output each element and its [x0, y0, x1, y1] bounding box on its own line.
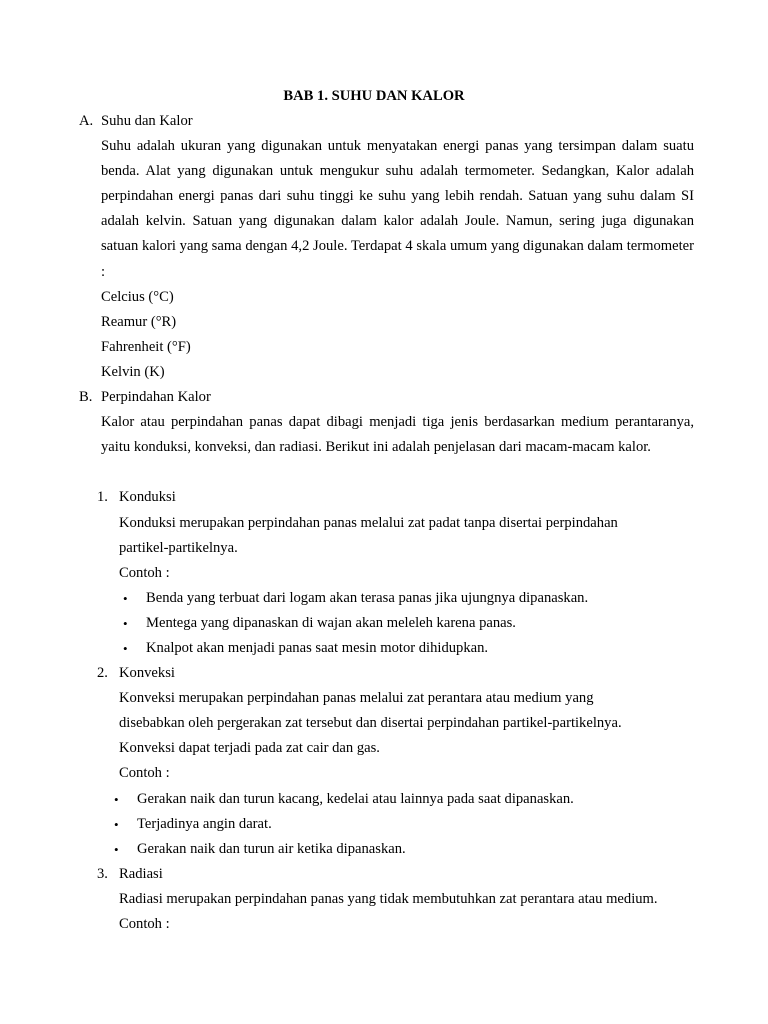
bullet-icon: • [114, 816, 119, 832]
scale-item [0, 310, 768, 335]
item-text: Konveksi merupakan perpindahan panas melalui zat perantara atau medium yang [119, 690, 594, 707]
item-text-line [0, 686, 768, 711]
section-a-marker: A. [79, 113, 94, 129]
bullet-text: Benda yang terbuat dari logam akan terasa panas jika ujungnya dipanaskan. [146, 589, 589, 606]
list-item-number: 1. [97, 489, 108, 506]
list-item-title: Konveksi [119, 665, 175, 682]
item-text-line [0, 887, 768, 912]
item-text: disebabkan oleh pergerakan zat tersebut dan disertai perpindahan partikel-partikelnya. [119, 715, 622, 732]
bullet-item [0, 812, 768, 837]
bullet-text: Gerakan naik dan turun air ketika dipanaskan. [137, 840, 406, 857]
item-text: Konveksi dapat terjadi pada zat cair dan gas. [119, 740, 380, 757]
list-item-heading [0, 862, 768, 887]
list-item-title: Konduksi [119, 489, 176, 506]
scale-item [0, 335, 768, 360]
section-a-heading [0, 109, 768, 134]
bullet-item [0, 636, 768, 661]
item-text-line [0, 711, 768, 736]
example-label-row [0, 761, 768, 786]
bullet-icon: • [114, 791, 119, 807]
scale-label: Kelvin (K) [101, 363, 165, 380]
list-item-number: 2. [97, 665, 108, 682]
list-item-title: Radiasi [119, 865, 163, 882]
document-body [0, 109, 768, 937]
example-label-row [0, 561, 768, 586]
bullet-icon: • [114, 841, 119, 857]
section-a-paragraph: Suhu adalah ukuran yang digunakan untuk menyatakan energi panas yang tersimpan dalam suatu benda. Alat yang digunakan untuk mengukur suhu adalah termometer. Sedangkan, Kalor adalah perpindahan energi panas dari suhu tinggi ke suhu yang lebih rendah. Satuan yang suhu dalam SI adalah kelvin. Satuan yang digunakan dalam kalor adalah Joule. Namun, sering juga digunakan satuan kalori yang sama dengan 4,2 Joule. Terdapat 4 skala umum yang digunakan dalam termometer : [101, 138, 694, 280]
bullet-text: Gerakan naik dan turun kacang, kedelai atau lainnya pada saat dipanaskan. [137, 790, 574, 807]
item-text-line [0, 536, 768, 561]
bullet-icon: • [123, 590, 128, 606]
bullet-icon: • [123, 615, 128, 631]
bullet-text: Terjadinya angin darat. [137, 815, 272, 832]
scale-item [0, 360, 768, 385]
scale-label: Celcius (°C) [101, 288, 174, 305]
item-text-line [0, 511, 768, 536]
example-label: Contoh : [119, 916, 170, 933]
bullet-item [0, 837, 768, 862]
bullet-text: Knalpot akan menjadi panas saat mesin motor dihidupkan. [146, 640, 489, 657]
list-item-number: 3. [97, 865, 108, 882]
section-b-paragraph: Kalor atau perpindahan panas dapat dibagi menjadi tiga jenis berdasarkan medium perantaranya, yaitu konduksi, konveksi, dan radiasi. Berikut ini adalah penjelasan dari macam-macam kalor. [101, 414, 694, 456]
scale-label: Fahrenheit (°F) [101, 338, 191, 355]
section-b-marker: B. [79, 389, 93, 406]
item-text: Radiasi merupakan perpindahan panas yang tidak membutuhkan zat perantara atau medium. [119, 890, 658, 907]
scale-label: Reamur (°R) [101, 313, 177, 330]
item-text: partikel-partikelnya. [119, 539, 238, 556]
bullet-item [0, 586, 768, 611]
example-label: Contoh : [119, 564, 170, 581]
bullet-item [0, 787, 768, 812]
section-b-title: Perpindahan Kalor [101, 389, 211, 406]
section-a-title: Suhu dan Kalor [101, 113, 193, 129]
example-label-row [0, 912, 768, 937]
page-title: BAB 1. SUHU DAN KALOR [283, 88, 465, 104]
list-item-heading [0, 485, 768, 510]
item-text-line [0, 736, 768, 761]
bullet-item [0, 611, 768, 636]
bullet-icon: • [123, 641, 128, 657]
section-b-heading [0, 385, 768, 410]
item-text: Konduksi merupakan perpindahan panas melalui zat padat tanpa disertai perpindahan [119, 514, 618, 531]
example-label: Contoh : [119, 765, 170, 782]
list-item-heading [0, 661, 768, 686]
scale-item [0, 285, 768, 310]
bullet-text: Mentega yang dipanaskan di wajan akan meleleh karena panas. [146, 614, 516, 631]
